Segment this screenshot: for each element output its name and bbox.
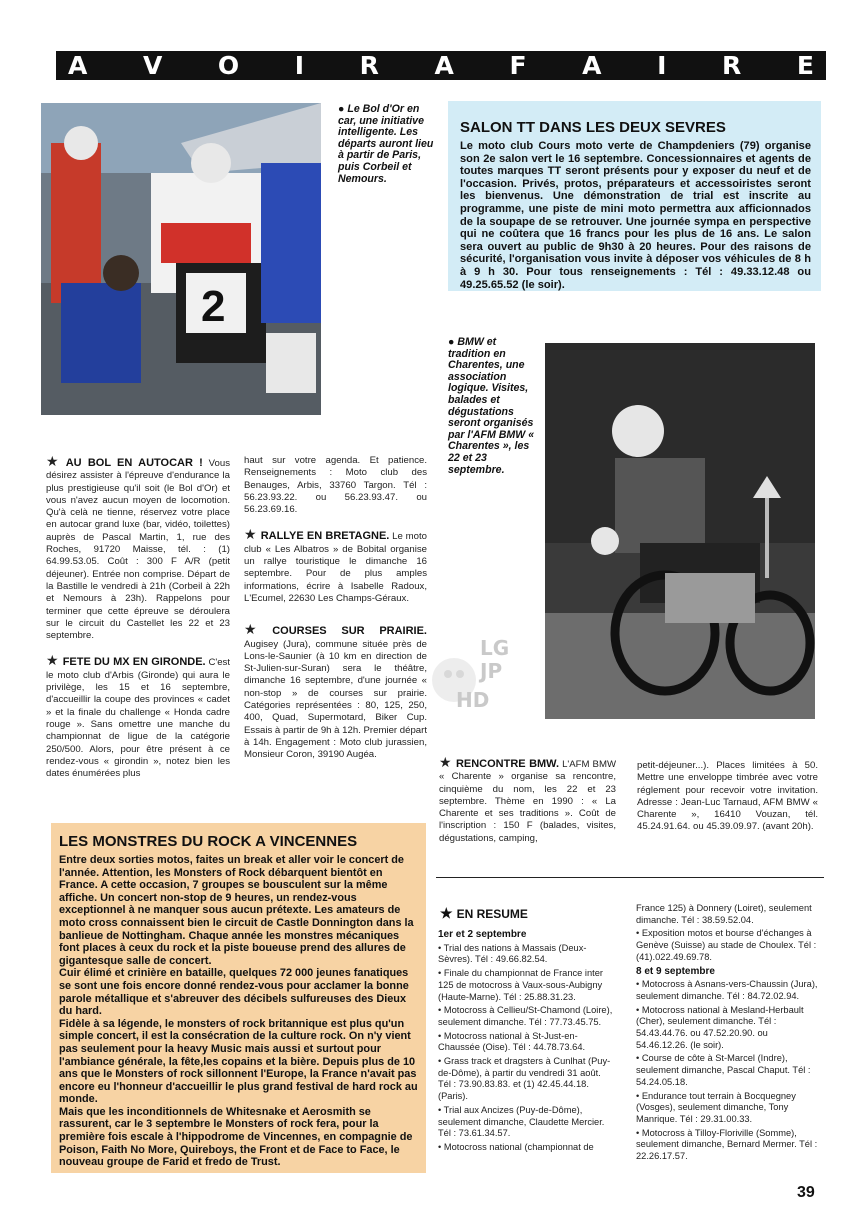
resume-item: France 125) à Donnery (Loiret), seulement dimanche. Tél : 38.59.52.04. xyxy=(636,903,812,925)
salon-tt-title: SALON TT DANS LES DEUX SEVRES xyxy=(460,119,726,136)
star-icon: ★ xyxy=(244,526,257,543)
resume-title: ★ EN RESUME xyxy=(440,905,528,921)
banner-letter: E xyxy=(796,51,814,80)
resume-item: • Exposition motos et bourse d'échanges à Genève (Suisse) au stade de Choulex. Tél : (41).022.49.69.78. xyxy=(636,928,817,962)
page-number: 39 xyxy=(797,1184,815,1201)
banner-letter: I xyxy=(294,51,305,80)
watermark-text-2: JP xyxy=(480,659,503,683)
section-divider xyxy=(436,877,824,878)
article-bmw-continued: petit-déjeuner...). Places limitées à 50. Mettre une enveloppe timbrée avec votre réglement pour recevoir votre invitation. Adresse : Jean-Luc Tarnaud, AFM BMW « Charente », 16410 Vouzan, tél. 45.24.91.64. ou 45.39.09.97. (avant 20h). xyxy=(637,760,818,833)
column-bmw-left xyxy=(439,756,616,857)
resume-item: • Trial aux Ancizes (Puy-de-Dôme), seulement dimanche, Claudette Mercier. Tél : 73.61.34.57. xyxy=(438,1104,605,1139)
article-bol: ★ AU BOL EN AUTOCAR ! Vous désirez assister à l'épreuve d'endurance la plus prestigieuse qu'il soit (le Bol d'Or) et vous n'avez aucun moyen de locomotion. Qu'à celà ne tienne, réservez votre place en autocar grand luxe (bar, vidéo, toilettes) auprès de Pascal Martin, 1, rue des Roches, 91720 Maisse, tél. : (1) 64.99.53.05. Coût : 300 F A/R (petit déjeuner). Entrée non comprise. Départ de la Bastille le vendredi à 21h (Corbeil à 22h et Nemours à 23h). Rappelons pour terminer que cette épreuve se déroulera sur le circuit du Castellet les 22 et 23 septembre. xyxy=(46,453,230,642)
monsters-of-rock-box xyxy=(51,823,426,1173)
article-mx: ★ FETE DU MX EN GIRONDE. C'est le moto club d'Arbis (Gironde) qui aura le privilège, les 15 et 16 septembre, d'accueillir la coupe des provinces « cadet » et la finale du challenge « Honda cadre rouge ». Sans omettre une manche du championnat de ligue de la catégorie 250/500. Alors, pour être présent à ce rendez-vous « girondin », notez bien les dates énumérées plus xyxy=(46,652,230,780)
star-icon: ★ xyxy=(440,905,453,921)
watermark-text-3: HD xyxy=(456,688,490,712)
article-bmw: ★ RENCONTRE BMW. L'AFM BMW « Charente » organise sa rencontre, cinquième du nom, les 22 et 23 septembre. Thème en 1990 : « La Charente et ses traditions ». Coût de l'inscription : 150 F (balades, visites, dégustations, camping, xyxy=(439,754,616,844)
resume-item: • Course de côte à St-Marcel (Indre), seulement dimanche, Pascal Chaput. Tél : 54.24.05.18. xyxy=(636,1053,811,1087)
resume-item: • Endurance tout terrain à Bocquegney (Vosges), seulement dimanche, Tony Manrique. Tél : 29.31.00.33. xyxy=(636,1090,796,1124)
resume-item: • Motocross national (championnat de xyxy=(438,1141,594,1152)
bmw-rider-photo xyxy=(545,343,815,719)
salon-tt-body: Le moto club Cours moto verte de Champdeniers (79) organise son 2e salon vert le 16 septembre. Concessionnaires et agents de toutes marques TT seront présents pour y exposer du neuf et de l'occasion. Privés, protos, préparateurs et accessoiristes seront les bienvenus. Une démonstration de trial est inscrite au programme, une piste de mini moto permettra aux afficionnados de la soupape de se retrouver. Une journée sympa en perspective qui ne coûtera que 16 francs pour les plus de 16 ans. Le salon sera ouvert au public de 9h30 à 20 heures. Pour des raisons de sécurité, l'organisation vous invite à déposer vos véhicules de 8 h à 9 h 30. Pour tous renseignements : Tél : 49.33.12.48 ou 49.25.65.52 (le soir). xyxy=(460,140,811,291)
star-icon: ★ xyxy=(46,652,59,669)
resume-item: • Motocross à Tilloy-Floriville (Somme), seulement dimanche, Bernard Mermer. Tél : 22.26.17.57. xyxy=(636,1127,818,1162)
resume-item: • Trial des nations à Massais (Deux-Sèvres). Tél : 49.66.82.54. xyxy=(438,942,587,965)
star-icon: ★ xyxy=(46,453,62,469)
article-rallye: ★ RALLYE EN BRETAGNE. Le moto club « Les Albatros » de Bobital organise un rallye touristique le dimanche 16 septembre. Pour de plus amples informations, écrire à Isabelle Radoux, L'Ecumel, 22630 Les Champs-Géraux. xyxy=(244,526,427,604)
star-icon: ★ xyxy=(439,754,452,770)
column-left xyxy=(46,455,230,792)
svg-text:2: 2 xyxy=(201,282,226,331)
banner-letter: O xyxy=(217,51,240,80)
banner-letter: A xyxy=(68,51,88,80)
banner-letter: R xyxy=(359,51,379,80)
banner-letter: I xyxy=(657,51,667,80)
banner-letter: R xyxy=(722,51,742,80)
resume-date-heading: 1er et 2 septembre xyxy=(438,929,527,940)
salon-tt-box xyxy=(448,101,821,291)
bmw-photo-caption: ● BMW et tradition en Charentes, une association logique. Visites, balades et dégustations seront organisés par l'AFM BMW « Charentes », les 22 et 23 septembre. xyxy=(448,336,535,476)
resume-item: • Motocross national à Mesland-Herbault (Cher), seulement dimanche. Tél : 54.43.44.76. ou 47.52.20.90. ou 54.46.12.26. (le soir). xyxy=(636,1004,804,1050)
resume-date-heading: 8 et 9 septembre xyxy=(636,965,715,977)
section-banner xyxy=(56,51,826,80)
monsters-of-rock-title: LES MONSTRES DU ROCK A VINCENNES xyxy=(59,833,358,850)
column-middle xyxy=(244,455,427,774)
rock-paragraph-2: Cuir élimé et crinière en bataille, quelques 72 000 jeunes fanatiques se sont une fois encore donné rendez-vous pour acclamer la bonne parole métallique et s'abreuver des décibels sulfureuses des Dieux du hard. xyxy=(59,967,409,1018)
banner-letter: F xyxy=(509,51,527,80)
resume-item: • Motocross national à St-Just-en-Chaussée (Oise). Tél : 44.78.73.64. xyxy=(438,1030,586,1053)
rock-paragraph-3: Fidèle à sa légende, le monsters of rock britannique est plus qu'un simple concert, il est la consécration de la culture rock. On n'y vient pas seulement pour la heavy Music mais aussi et surtout pour l'ambiance générale, la fête,les copains et la bière. Depuis plus de 10 ans que le Monsters of rock sillonnent l'Europe, la France n'avait pas encore eu l'honneur d'accueillir le plus grand festival de hard rock au monde. xyxy=(59,1017,418,1106)
bol-dor-photo xyxy=(41,103,321,415)
resume-item: • Grass track et dragsters à Cunlhat (Puy-de-Dôme), à partir du vendredi 31 août. Tél : 73.90.83.83. et (1) 42.45.44.18. (Paris). xyxy=(438,1056,611,1102)
rock-paragraph-4: Mais que les inconditionnels de Whitesnake et Aerosmith se rassurent, car le 3 septembre le Monsters of rock fera, pour la première fois escale à l'hippodrome de Vincennes, en compagnie de Poison, Faith No More, Quireboys, the Front et de Face to Face, le nouveau groupe de Farid et fredo de Trust. xyxy=(59,1105,413,1169)
star-icon: ★ xyxy=(244,621,269,638)
resume-item: • Motocross à Cellieu/St-Chamond (Loire), seulement dimanche. Tél : 77.73.45.75. xyxy=(438,1005,613,1027)
resume-item: • Finale du championnat de France inter 125 de motocross à Vaux-sous-Aubigny (Haute-Marne). Tél : 25.88.31.23. xyxy=(438,968,604,1002)
banner-letter: V xyxy=(142,51,163,80)
resume-column-2 xyxy=(636,903,818,1165)
banner-letter: A xyxy=(434,51,454,80)
article-courses: ★ COURSES SUR PRAIRIE. Augisey (Jura), commune située près de Lons-le-Saunier (à 10 km en direction de St-Julien-sur-Suran) sera le théâtre, dimanche 16 septembre, d'une journée « non-stop » de courses sur prairie. Catégories représentées : 80, 125, 250, 400, Quad, Supermotard, Biker Cup. Essais à partir de 9h à 12h. Premier départ à 14h. Engagement : Moto club jurassien, Monsieur Coron, 39190 Augéa. xyxy=(244,621,427,761)
watermark-text-1: LG xyxy=(480,636,510,660)
rock-paragraph-1: Entre deux sorties motos, faites un break et aller voir le concert de l'année. Attention, les Monsters of Rock débarquent bientôt en France. A cette occasion, 7 groupes se bousculent sur la même affiche. Un concert non-stop de 9 heures, un rendez-vous exceptionnel à ne manquer sous aucun prétexte. Les amateurs de moto cross connaissent bien le circuit de Castle Donnington dans la banlieue de Nottingham. Chaque année les monstres mécaniques font places à ceux du rock et la piste boueuse prend des allures de gigantesque salle de concert. xyxy=(59,854,414,967)
article-mx-continued: haut sur votre agenda. Et patience. Renseignements : Moto club des Benauges, Arbis, 33760 Targon. Tél : 56.23.93.22. ou 56.23.93.47. ou 56.23.69.16. xyxy=(244,455,427,516)
banner-letter: A xyxy=(582,51,602,80)
column-bmw-right xyxy=(637,760,818,846)
resume-item: • Motocross à Asnans-vers-Chaussin (Jura), seulement dimanche. Tél : 84.72.02.94. xyxy=(636,979,818,1001)
bol-dor-photo-caption: ● Le Bol d'Or en car, une initiative intelligente. Les départs auront lieu à partir de Paris, puis Corbeil et Nemours. xyxy=(338,103,434,185)
resume-column-1 xyxy=(438,927,616,1156)
